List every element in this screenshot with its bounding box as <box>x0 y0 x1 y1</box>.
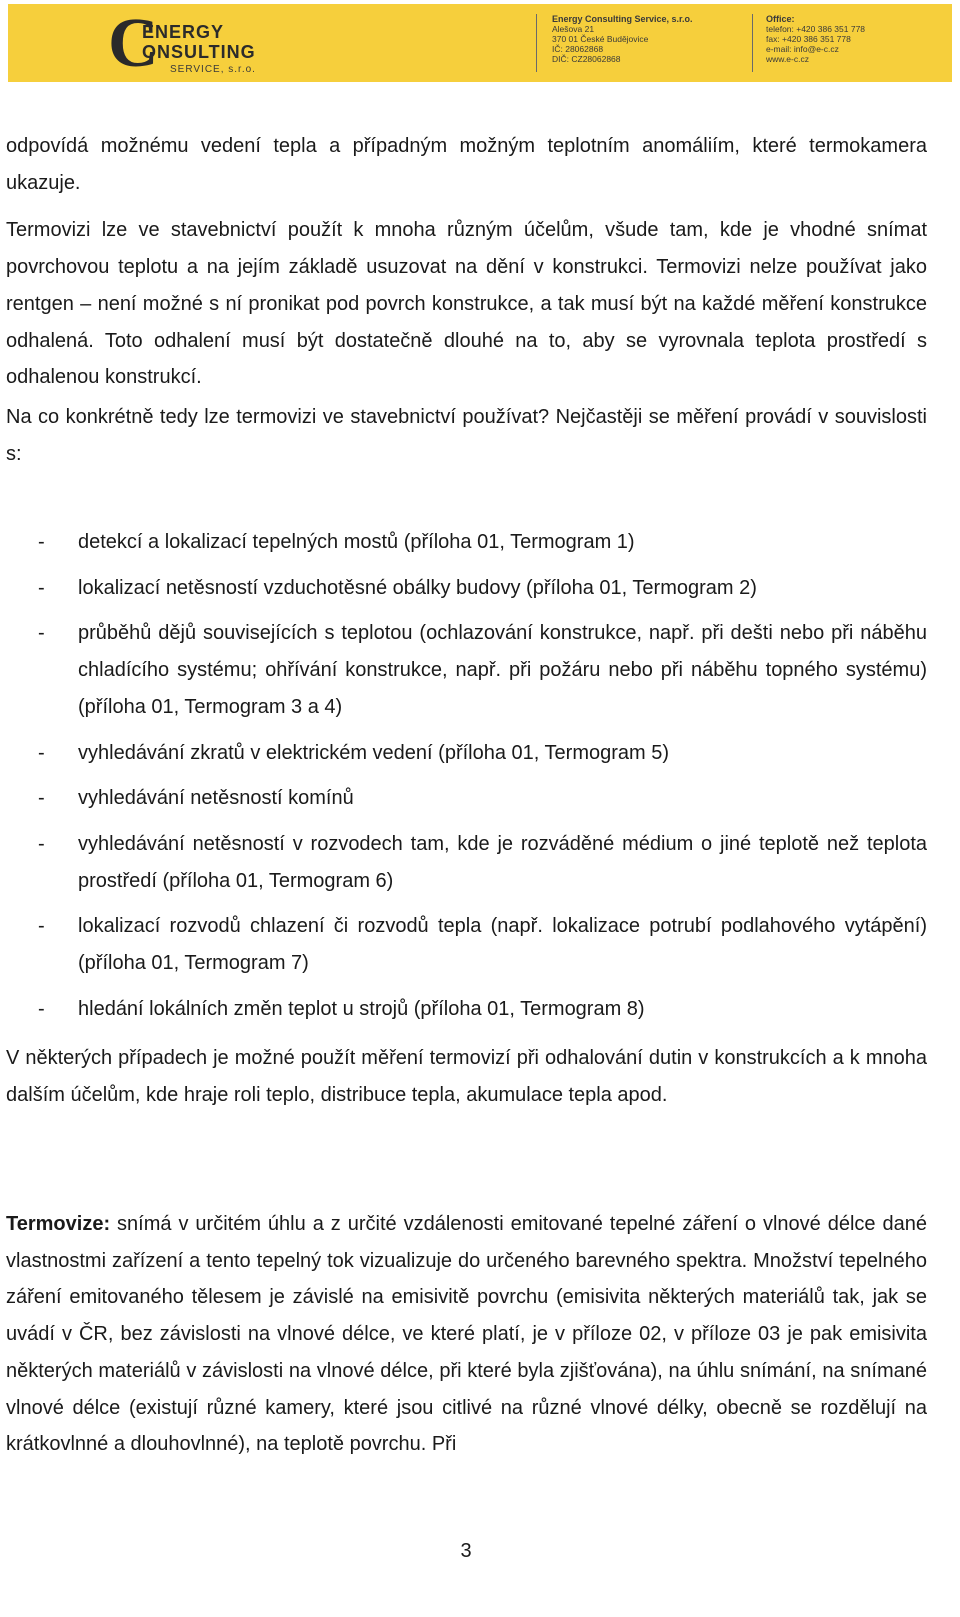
office-phone: telefon: +420 386 351 778 <box>766 24 866 34</box>
list-item-text: detekcí a lokalizací tepelných mostů (příloha 01, Termogram 1) <box>78 531 635 553</box>
list-item-text: lokalizací netěsností vzduchotěsné obálky budovy (příloha 01, Termogram 2) <box>78 576 757 599</box>
paragraph-3: Na co konkrétně tedy lze termovizi ve stavebnictví používat? Nejčastěji se měření provádí v souvislosti s: <box>6 405 927 465</box>
company-logo <box>108 5 278 82</box>
list-item <box>6 570 927 607</box>
company-address <box>552 14 693 64</box>
list-dash: - <box>38 741 45 764</box>
usage-list <box>6 524 927 1027</box>
body-text-bottom <box>6 1206 927 1463</box>
body-text-middle <box>6 1040 927 1113</box>
company-dic: DIČ: CZ28062868 <box>552 54 621 64</box>
term-label: Termovize: <box>6 1213 111 1235</box>
office-web: www.e-c.cz <box>766 54 809 64</box>
list-item <box>6 826 927 899</box>
list-dash: - <box>38 787 45 810</box>
logo-c: C <box>108 5 159 82</box>
company-city: 370 01 České Budějovice <box>552 34 649 44</box>
letterhead-banner <box>8 4 952 82</box>
page-number: 3 <box>460 1540 472 1562</box>
office-contact <box>766 14 865 64</box>
logo-consulting: ONSULTING <box>142 42 256 62</box>
list-item-text: hledání lokálních změn teplot u strojů (příloha 01, Termogram 8) <box>78 997 645 1020</box>
list-item <box>6 780 927 817</box>
list-item <box>6 524 927 561</box>
list-dash: - <box>38 832 45 855</box>
list-item <box>6 991 927 1028</box>
header-divider <box>536 14 537 72</box>
paragraph-5 <box>6 1206 927 1463</box>
term-definition: snímá v určitém úhlu a z určité vzdálenosti emitované tepelné záření o vlnové délce dané vlastnostmi zařízení a tento tepelný tok vizualizuje do určeného barevného spektra. Množství tepelného záření emitovaného tělesem je závislé na emisivitě povrchu (emisivita některých materiálů tak, jak se uvádí v ČR, bez závislosti na vlnové délce, ve které platí, je v příloze 02, v příloze 03 je pak emisivita některých materiálů v závislosti na vlnové délce, při které byla zjišťována), na úhlu snímání, na snímané vlnové délce (existují různé kamery, které jsou citlivé na různé vlnové délky, obecně se rozdělují na krátkovlnné a dlouhovlnné), na teplotě povrchu. Při <box>6 1213 927 1456</box>
body-text-top <box>6 128 927 472</box>
company-ic: IČ: 28062868 <box>552 44 604 54</box>
list-dash: - <box>38 997 45 1020</box>
list-item-text: vyhledávání netěsností komínů <box>78 787 354 810</box>
list-item <box>6 615 927 725</box>
list-dash: - <box>38 576 45 599</box>
header-divider <box>752 14 753 72</box>
logo-energy: ENERGY <box>142 22 225 42</box>
list-item-text: vyhledávání netěsností v rozvodech tam, kde je rozváděné médium o jiné teplotě než teplota prostředí (příloha 01, Termogram 6) <box>78 832 927 892</box>
company-name: Energy Consulting Service, s.r.o. <box>552 14 693 24</box>
company-street: Alešova 21 <box>552 24 595 34</box>
logo-service: SERVICE, s.r.o. <box>170 64 256 75</box>
office-fax: fax: +420 386 351 778 <box>766 34 851 44</box>
paragraph-1: odpovídá možnému vedení tepla a případným možným teplotním anomáliím, které termokamera ukazuje. <box>6 135 927 194</box>
paragraph-2: Termovizi lze ve stavebnictví použít k mnoha různým účelům, všude tam, kde je vhodné snímat povrchovou teplotu a na jejím základě usuzovat na dění v konstrukci. Termovizi nelze používat jako rentgen – není možné s ní pronikat pod povrch konstrukce, a tak musí být na každé měření konstrukce odhalená. Toto odhalení musí být dostatečně dlouhé na to, aby se vyrovnala teplota prostředí s odhalenou konstrukcí. <box>6 219 927 389</box>
list-item <box>6 735 927 772</box>
list-dash: - <box>38 531 45 553</box>
list-item-text: průběhů dějů souvisejících s teplotou (ochlazování konstrukce, např. při dešti nebo při náběhu chladícího systému; ohřívání konstrukce, např. při požáru nebo při náběhu topného systému) (příloha 01, Termogram 3 a 4) <box>78 622 927 718</box>
list-item-text: lokalizací rozvodů chlazení či rozvodů tepla (např. lokalizace potrubí podlahového vytápění) (příloha 01, Termogram 7) <box>78 915 927 975</box>
list-item <box>6 908 927 981</box>
list-item-text: vyhledávání zkratů v elektrickém vedení (příloha 01, Termogram 5) <box>78 741 670 764</box>
office-email: e-mail: info@e-c.cz <box>766 44 839 54</box>
list-dash: - <box>38 915 45 938</box>
office-label: Office: <box>766 14 795 24</box>
list-dash: - <box>38 622 45 645</box>
paragraph-4: V některých případech je možné použít měření termovizí při odhalování dutin v konstrukcích a k mnoha dalším účelům, kde hraje roli teplo, distribuce tepla, akumulace tepla apod. <box>6 1047 927 1106</box>
